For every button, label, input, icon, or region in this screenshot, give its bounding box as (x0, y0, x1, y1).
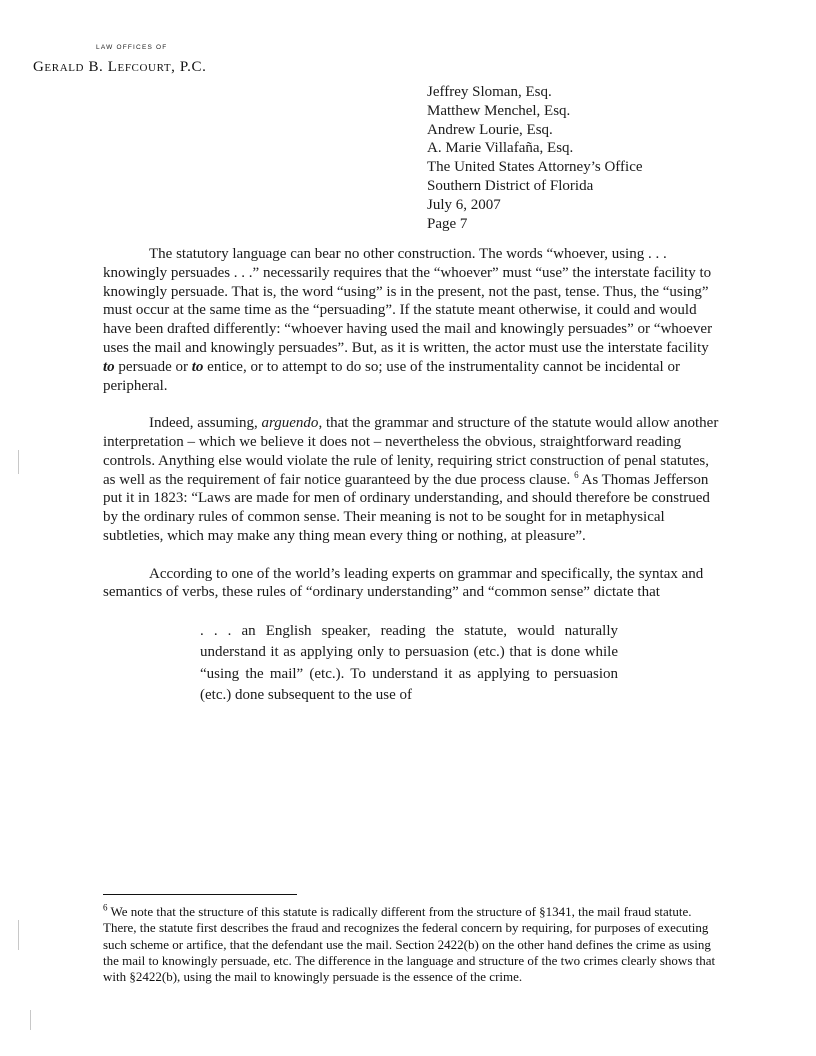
letter-date: July 6, 2007 (427, 196, 501, 213)
footnote-reference: 6 (574, 469, 579, 480)
recipient-line: A. Marie Villafaña, Esq. (427, 140, 574, 157)
letterhead-firm-name: Gerald B. Lefcourt, P.C. (33, 59, 207, 75)
paragraph-3: According to one of the world’s leading experts on grammar and specifically, the syntax and semantics of verbs, these rules of “ordinary understanding” and “common sense” dictate that (103, 565, 704, 601)
recipient-line: Matthew Menchel, Esq. (427, 102, 571, 119)
letterhead-label: LAW OFFICES OF (96, 44, 168, 51)
recipient-line: The United States Attorney’s Office (427, 159, 643, 176)
scan-margin-mark (30, 1010, 31, 1030)
recipient-block (427, 83, 643, 233)
footnote-number: 6 (103, 902, 108, 913)
scan-margin-mark (18, 450, 19, 474)
paragraph-2: Indeed, assuming, arguendo, that the grammar and structure of the statute would allow another interpretation – which we believe it does not – nevertheless the obvious, straightforward reading controls. Anything else would violate the rule of lenity, requiring strict construction of penal statutes, as well as the requirement of fair notice guaranteed by the due process clause. $^6$ As Thomas Jefferson put it in 1823: “Laws are made for men of ordinary understanding, and should therefore be construed by the ordinary rules of common sense. Their meaning is not to be sought for in metaphysical subtleties, which may make any thing mean every thing or nothing, at pleasure”. (103, 415, 719, 544)
block-quote: . . . an English speaker, reading the statute, would naturally understand it as applying only to persuasion (etc.) that is done while “using the mail” (etc.). To understand it as applying to persuasion (etc.) done subsequent to the use of (200, 622, 618, 704)
footnote-text: We note that the structure of this statute is radically different from the structure of §1341, the mail fraud statute. There, the statute first describes the fraud and recognizes the federal concern by requiring, for purposes of executing such scheme or artifice, that the defendant use the mail. Section 2422(b) on the other hand defines the crime as using the mail to knowingly persuade, etc. The difference in the language and structure of the two crimes clearly shows that with §2422(b), using the mail to knowingly persuade is the essence of the crime. (103, 904, 716, 985)
paragraph-1: The statutory language can bear no other construction. The words “whoever, using . . . knowingly persuades . . .” necessarily requires that the “whoever” must “use” the interstate facility to knowingly persuade. That is, the word “using” is in the present, not the past, tense. Thus, the “using” must occur at the same time as the “persuading”. If the statute meant otherwise, it could and would have been drafted differently: “whoever having used the mail and knowingly persuades” or “whoever uses the mail and knowingly persuades”. But, as it is written, the actor must use the interstate facility to persuade or to entice, or to attempt to do so; use of the instrumentality cannot be incidental or peripheral. (103, 246, 713, 394)
letter-body (103, 245, 723, 707)
recipient-line: Andrew Lourie, Esq. (427, 121, 553, 138)
recipient-line: Southern District of Florida (427, 177, 594, 194)
footnote (103, 904, 723, 985)
recipient-line: Jeffrey Sloman, Esq. (427, 84, 552, 100)
scan-margin-mark (18, 920, 19, 950)
footnote-divider (103, 894, 297, 895)
page-number: Page 7 (427, 215, 468, 232)
